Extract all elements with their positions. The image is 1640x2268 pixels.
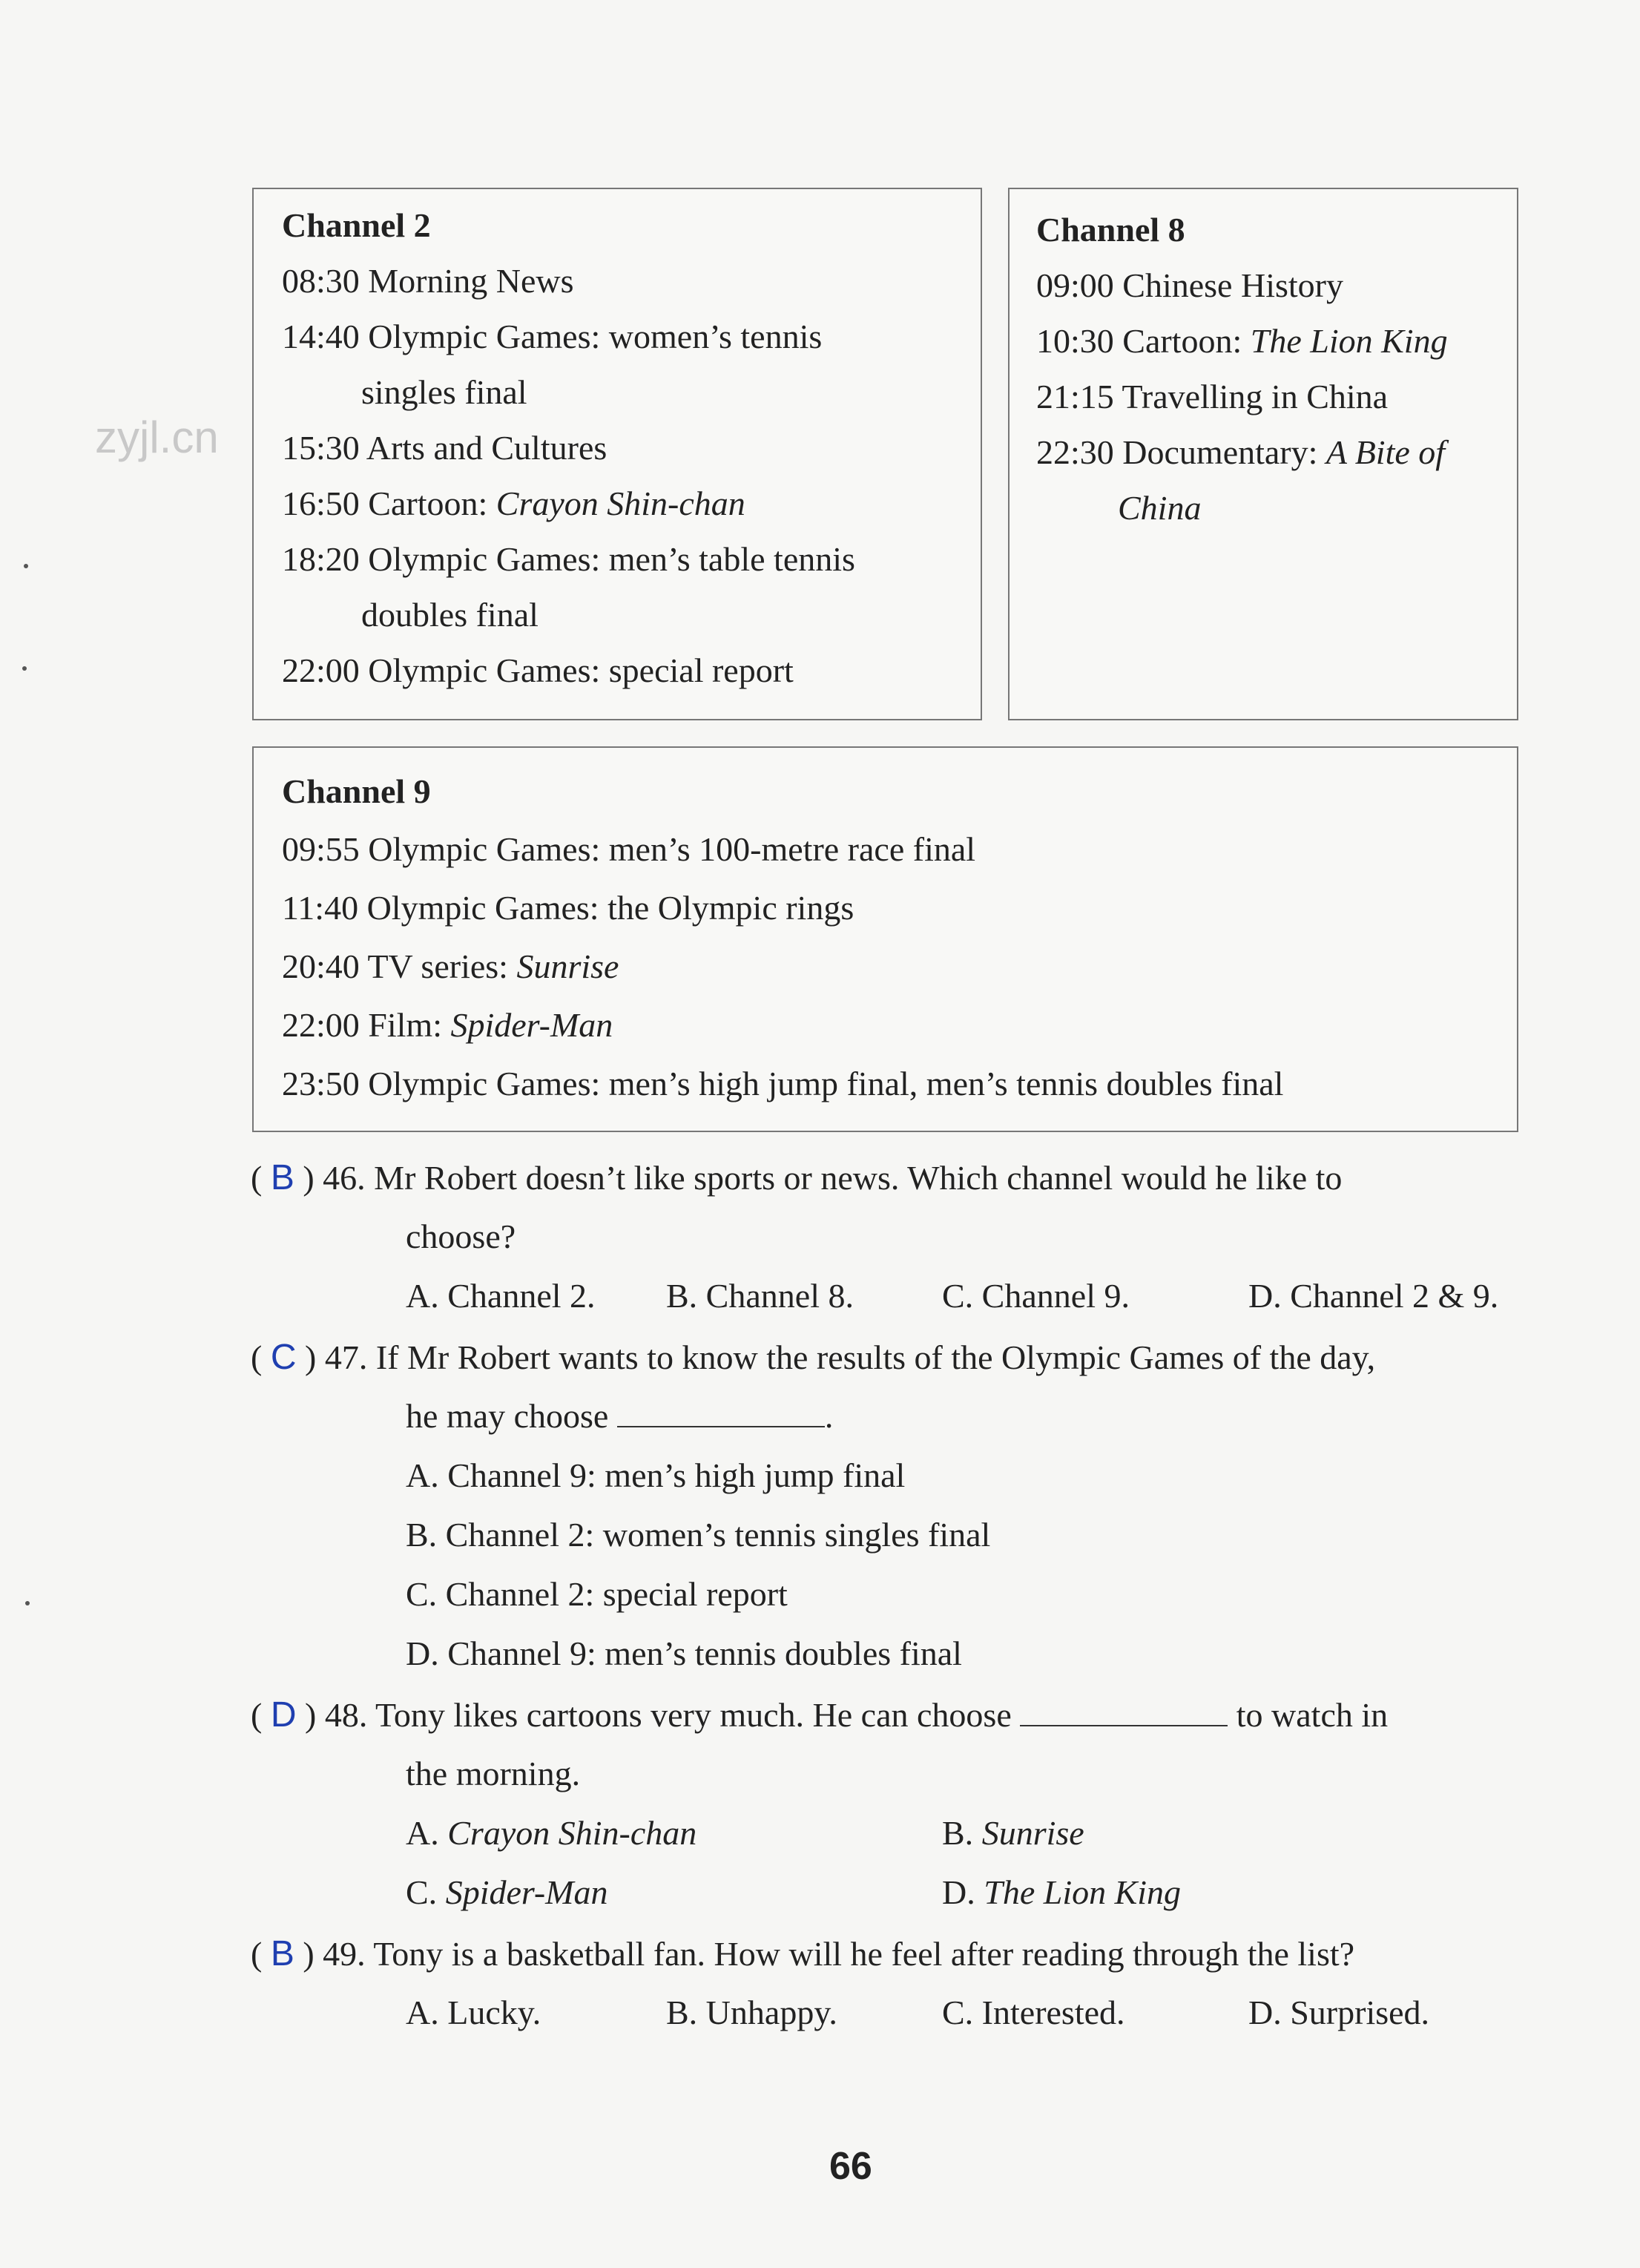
- option-d: D. Channel 2 & 9.: [1248, 1277, 1499, 1315]
- schedule-line: 14:40 Olympic Games: women’s tennis: [282, 318, 823, 355]
- question-46: ( B ) 46. Mr Robert doesn’t like sports or news. Which channel would he like to: [251, 1158, 1343, 1197]
- margin-dot: [22, 666, 27, 671]
- channel-8-title: Channel 8: [1036, 211, 1185, 249]
- option-c: C. Spider-Man: [406, 1873, 608, 1911]
- answer-mark: B: [270, 1934, 294, 1973]
- option-d: D. Channel 9: men’s tennis doubles final: [406, 1634, 962, 1672]
- option-b: B. Channel 2: women’s tennis singles final: [406, 1516, 991, 1554]
- channel-2-box: [252, 188, 982, 720]
- option-a: A. Channel 2.: [406, 1277, 596, 1315]
- schedule-line: 09:55 Olympic Games: men’s 100-metre race final: [282, 830, 976, 868]
- option-c: C. Interested.: [942, 1993, 1125, 2031]
- margin-dot: [25, 1601, 30, 1605]
- schedule-line: doubles final: [361, 596, 539, 634]
- answer-mark: B: [270, 1158, 294, 1197]
- schedule-line: 18:20 Olympic Games: men’s table tennis: [282, 540, 855, 578]
- channel-9-title: Channel 9: [282, 772, 431, 810]
- schedule-line: singles final: [361, 373, 527, 411]
- schedule-line: 23:50 Olympic Games: men’s high jump final, men’s tennis doubles final: [282, 1065, 1284, 1102]
- answer-mark: D: [270, 1695, 297, 1735]
- schedule-line: 22:00 Olympic Games: special report: [282, 651, 794, 689]
- answer-blank: [617, 1404, 825, 1427]
- schedule-line: 09:00 Chinese History: [1036, 266, 1343, 304]
- watermark: zyjl.cn: [95, 412, 219, 462]
- answer-mark: C: [270, 1338, 297, 1377]
- schedule-line: 08:30 Morning News: [282, 262, 574, 300]
- option-d: D. Surprised.: [1248, 1993, 1430, 2031]
- schedule-line: 15:30 Arts and Cultures: [282, 429, 607, 467]
- question-46-cont: choose?: [406, 1217, 516, 1255]
- question-47: ( C ) 47. If Mr Robert wants to know the results of the Olympic Games of the day,: [251, 1338, 1376, 1377]
- schedule-line: China: [1118, 489, 1202, 527]
- question-48-cont: the morning.: [406, 1755, 581, 1792]
- option-b: B. Channel 8.: [666, 1277, 854, 1315]
- question-49: ( B ) 49. Tony is a basketball fan. How will he feel after reading through the list?: [251, 1934, 1355, 1973]
- channel-8-box: [1008, 188, 1518, 720]
- option-a: A. Channel 9: men’s high jump final: [406, 1456, 906, 1494]
- schedule-line: 10:30 Cartoon: The Lion King: [1036, 322, 1448, 360]
- option-b: B. Sunrise: [942, 1814, 1084, 1852]
- margin-dot: [24, 564, 28, 568]
- option-b: B. Unhappy.: [666, 1993, 837, 2031]
- question-47-cont: he may choose .: [406, 1397, 834, 1435]
- option-a: A. Lucky.: [406, 1993, 541, 2031]
- schedule-line: 16:50 Cartoon: Crayon Shin-chan: [282, 484, 745, 522]
- channel-2-title: Channel 2: [282, 206, 431, 244]
- option-c: C. Channel 2: special report: [406, 1575, 788, 1613]
- question-48: ( D ) 48. Tony likes cartoons very much. He can choose to watch in: [251, 1695, 1389, 1735]
- schedule-line: 22:30 Documentary: A Bite of: [1036, 433, 1446, 471]
- option-d: D. The Lion King: [942, 1873, 1182, 1911]
- option-c: C. Channel 9.: [942, 1277, 1130, 1315]
- schedule-line: 22:00 Film: Spider-Man: [282, 1006, 613, 1044]
- answer-blank: [1020, 1703, 1228, 1726]
- channel-9-box: [252, 746, 1518, 1132]
- option-a: A. Crayon Shin-chan: [406, 1814, 697, 1852]
- schedule-line: 20:40 TV series: Sunrise: [282, 947, 619, 985]
- page-number: 66: [829, 2145, 872, 2188]
- schedule-line: 11:40 Olympic Games: the Olympic rings: [282, 889, 854, 927]
- schedule-line: 21:15 Travelling in China: [1036, 378, 1389, 415]
